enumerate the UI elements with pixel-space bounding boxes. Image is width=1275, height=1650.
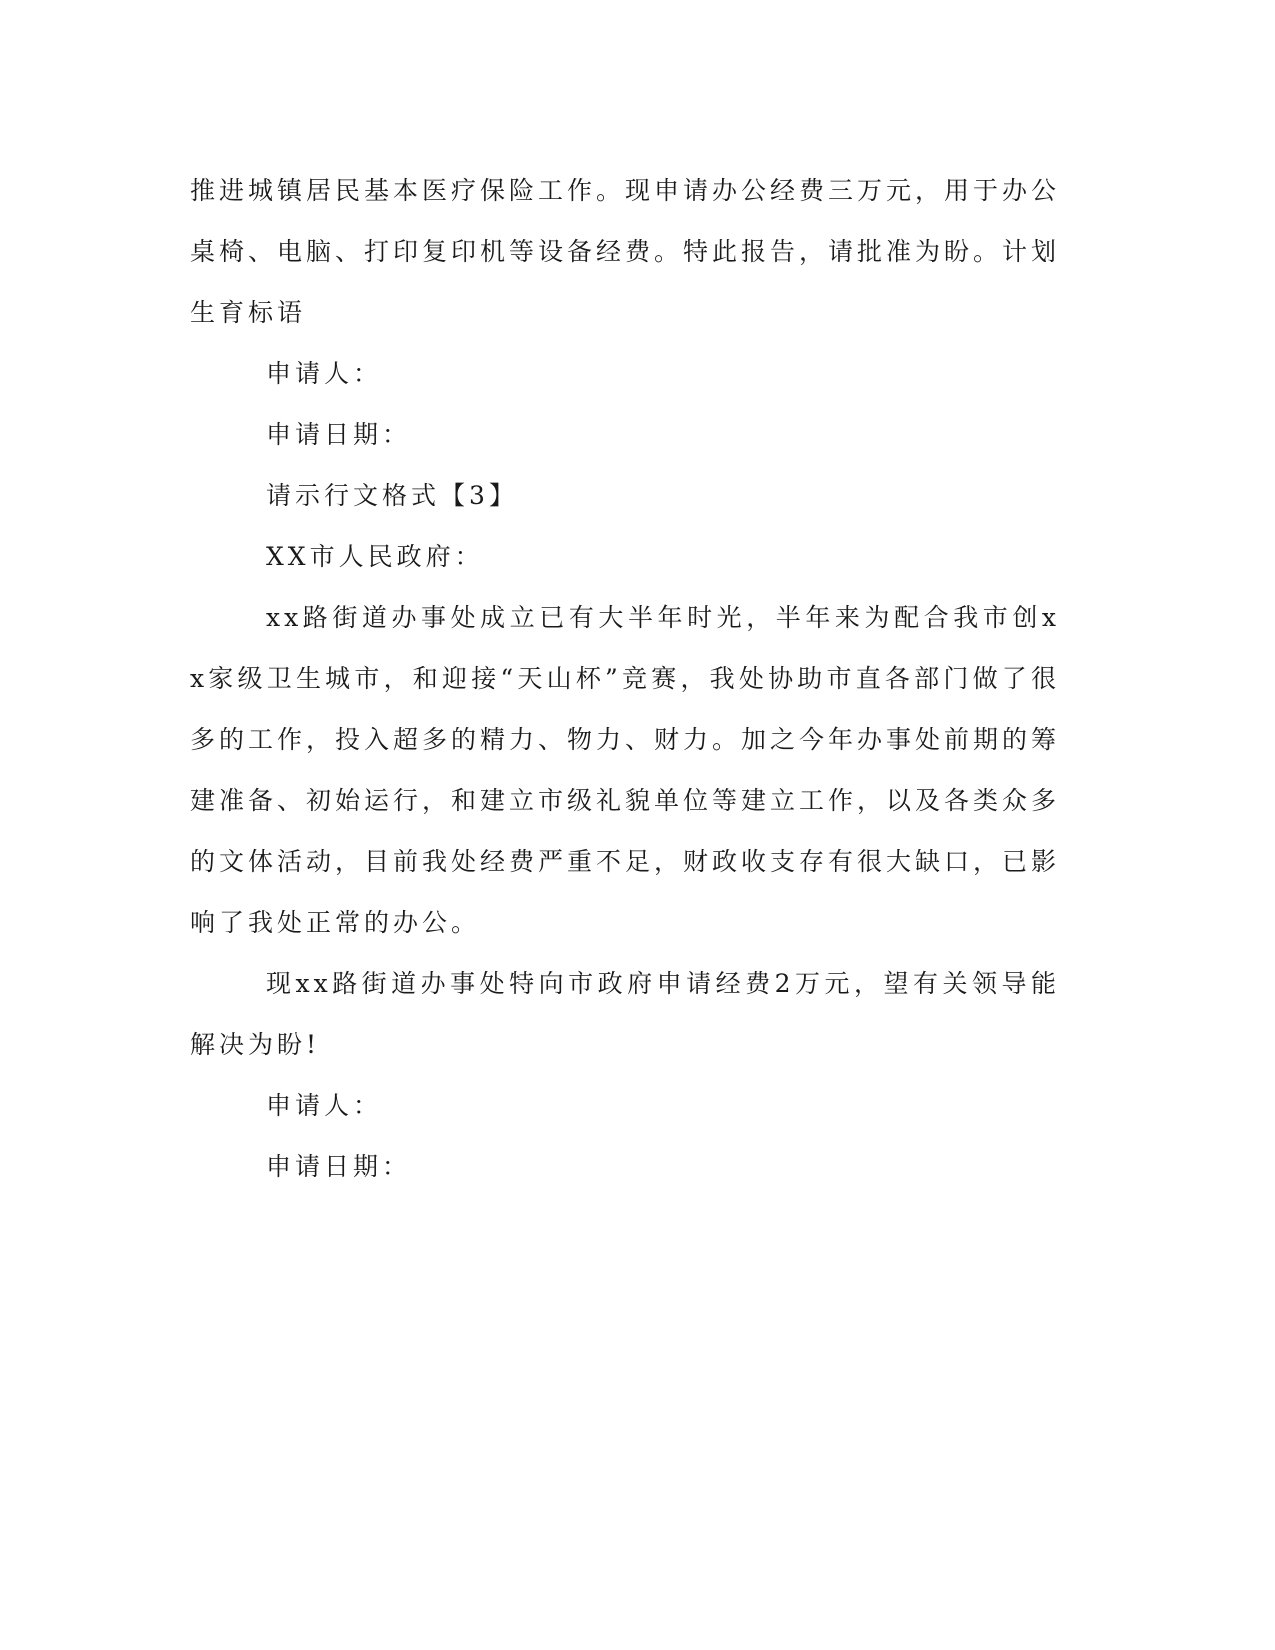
addressee: XX市人民政府： (266, 542, 484, 571)
document-body (190, 160, 1060, 1197)
section-heading: 请示行文格式【3】 (266, 481, 518, 510)
applicant-label: 申请人： (266, 359, 383, 388)
applicant-label: 申请人： (266, 1091, 383, 1120)
body-paragraph: 现xx路街道办事处特向市政府申请经费2万元，望有关领导能解决为盼! (190, 969, 1060, 1059)
body-paragraph: xx路街道办事处成立已有大半年时光，半年来为配合我市创xx家级卫生城市，和迎接“天山杯”竞赛，我处协助市直各部门做了很多的工作，投入超多的精力、物力、财力。加之今年办事处前期的筹建准备、初始运行，和建立市级礼貌单位等建立工作，以及各类众多的文体活动，目前我处经费严重不足，财政收支存有很大缺口，已影响了我处正常的办公。 (190, 603, 1061, 937)
application-date-label: 申请日期： (266, 420, 412, 449)
application-date-label: 申请日期： (266, 1152, 412, 1181)
continuation-paragraph: 推进城镇居民基本医疗保险工作。现申请办公经费三万元，用于办公桌椅、电脑、打印复印机等设备经费。特此报告，请批准为盼。计划生育标语 (190, 176, 1061, 327)
